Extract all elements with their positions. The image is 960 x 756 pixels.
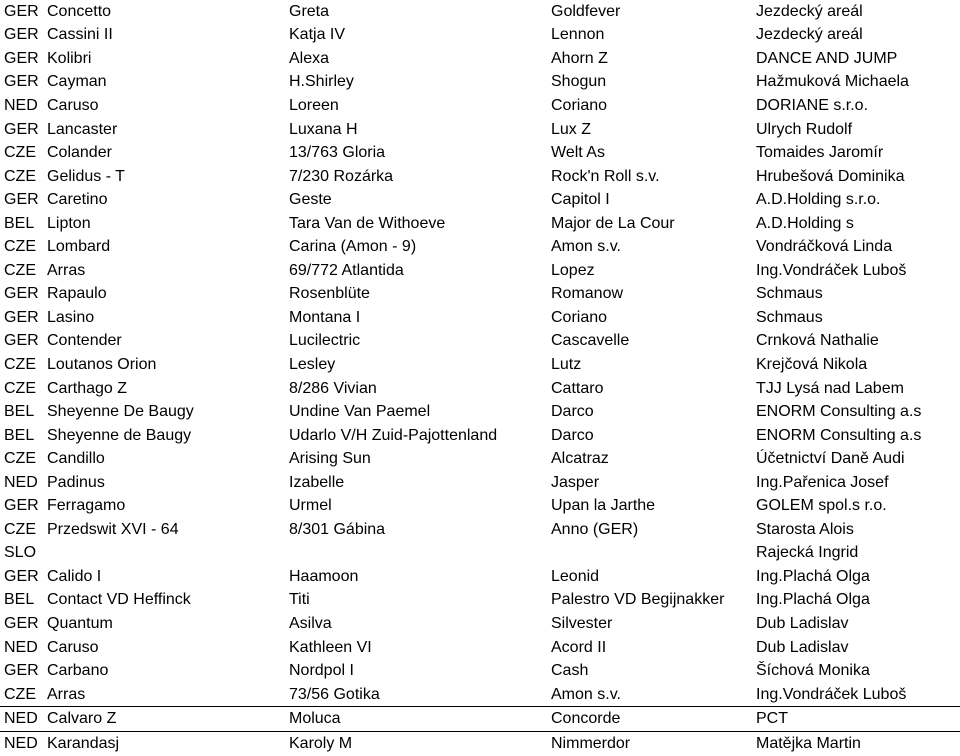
horse-name-cell: Candillo xyxy=(47,450,105,468)
country-cell: SLO xyxy=(4,544,37,562)
country-cell: GER xyxy=(4,662,39,680)
horse-name-cell: Quantum xyxy=(47,614,113,632)
dam-cell: Izabelle xyxy=(289,473,345,491)
horse-name-cell: Arras xyxy=(47,685,86,703)
country-cell: CZE xyxy=(4,379,36,397)
owner-cell: Krejčová Nikola xyxy=(756,355,868,373)
table-row xyxy=(0,565,960,589)
horse-name-cell: Contact VD Heffinck xyxy=(47,591,191,609)
sire-cell: Nimmerdor xyxy=(551,734,631,752)
country-cell: GER xyxy=(4,191,39,209)
owner-cell: Jezdecký areál xyxy=(756,26,863,44)
sire-cell: Amon s.v. xyxy=(551,238,621,256)
country-cell: CZE xyxy=(4,238,36,256)
owner-cell: TJJ Lysá nad Labem xyxy=(756,379,904,397)
horse-name-cell: Carbano xyxy=(47,662,109,680)
sire-cell: Palestro VD Begijnakker xyxy=(551,591,725,609)
country-cell: BEL xyxy=(4,403,35,421)
dam-cell: Kathleen VI xyxy=(289,638,372,656)
sire-cell: Lennon xyxy=(551,26,605,44)
table-row xyxy=(0,447,960,471)
owner-cell: Dub Ladislav xyxy=(756,638,849,656)
horse-name-cell: Rapaulo xyxy=(47,285,107,303)
sire-cell: Lopez xyxy=(551,261,595,279)
owner-cell: Schmaus xyxy=(756,285,823,303)
owner-cell: ENORM Consulting a.s xyxy=(756,426,922,444)
sire-cell: Shogun xyxy=(551,73,607,91)
country-cell: NED xyxy=(0,707,43,732)
country-cell: GER xyxy=(4,614,39,632)
table-row xyxy=(0,212,960,236)
dam-cell: Katja IV xyxy=(289,26,346,44)
table-row xyxy=(0,377,960,401)
country-cell: NED xyxy=(4,473,38,491)
owner-cell: Ing.Vondráček Luboš xyxy=(756,261,907,279)
table-row xyxy=(0,659,960,683)
sire-cell: Romanow xyxy=(551,285,624,303)
dam-cell: Undine Van Paemel xyxy=(289,403,431,421)
sire-cell: Anno (GER) xyxy=(551,520,639,538)
dam-cell: Karoly M xyxy=(289,734,353,752)
table-row xyxy=(0,518,960,542)
table-row xyxy=(0,707,960,732)
country-cell: BEL xyxy=(4,214,35,232)
owner-cell: Jezdecký areál xyxy=(756,2,863,20)
owner-cell: Ing.Plachá Olga xyxy=(756,567,870,585)
table-row xyxy=(0,636,960,660)
dam-cell: Lucilectric xyxy=(289,332,361,350)
sire-cell: Cattaro xyxy=(551,379,604,397)
country-cell: GER xyxy=(4,332,39,350)
dam-cell: Rosenblüte xyxy=(289,285,370,303)
horse-name-cell: Loutanos Orion xyxy=(47,355,157,373)
owner-cell: Starosta Alois xyxy=(756,520,854,538)
owner-cell: Ing.Pařenica Josef xyxy=(756,473,889,491)
table-row xyxy=(0,24,960,48)
owner-cell: A.D.Holding s xyxy=(756,214,854,232)
country-cell: GER xyxy=(4,285,39,303)
dam-cell: Lesley xyxy=(289,355,336,373)
table-row xyxy=(0,283,960,307)
horse-name-cell: Sheyenne De Baugy xyxy=(47,403,194,421)
sire-cell: Coriano xyxy=(551,308,608,326)
owner-cell: PCT xyxy=(752,707,960,732)
dam-cell: Nordpol I xyxy=(289,662,354,680)
horse-name-cell: Ferragamo xyxy=(47,497,126,515)
dam-cell xyxy=(285,542,547,566)
sire-cell: Welt As xyxy=(551,144,605,162)
owner-cell: Ulrych Rudolf xyxy=(756,120,853,138)
dam-cell: Greta xyxy=(289,2,330,20)
country-cell: GER xyxy=(4,49,39,67)
dam-cell: Arising Sun xyxy=(289,450,371,468)
table-row xyxy=(0,0,960,24)
horse-name-cell: Lancaster xyxy=(47,120,118,138)
owner-cell: Crnková Nathalie xyxy=(756,332,879,350)
sire-cell: Darco xyxy=(551,403,594,421)
sire-cell: Cascavelle xyxy=(551,332,630,350)
dam-cell: 13/763 Gloria xyxy=(289,144,386,162)
horse-name-cell: Cassini II xyxy=(47,26,113,44)
dam-cell: Carina (Amon - 9) xyxy=(289,238,417,256)
sire-cell: Cash xyxy=(551,662,589,680)
owner-cell: Tomaides Jaromír xyxy=(756,144,884,162)
owner-cell: A.D.Holding s.r.o. xyxy=(756,191,881,209)
country-cell: GER xyxy=(4,26,39,44)
table-row xyxy=(0,612,960,636)
table-row xyxy=(0,494,960,518)
dam-cell: Luxana H xyxy=(289,120,358,138)
table-row xyxy=(0,353,960,377)
dam-cell: Haamoon xyxy=(289,567,359,585)
horse-name-cell: Arras xyxy=(47,261,86,279)
dam-cell: Loreen xyxy=(289,96,339,114)
sire-cell: Goldfever xyxy=(551,2,621,20)
dam-cell: H.Shirley xyxy=(289,73,354,91)
table-row xyxy=(0,141,960,165)
horse-name-cell xyxy=(43,542,285,566)
horse-name-cell: Caretino xyxy=(47,191,108,209)
table-row xyxy=(0,71,960,95)
country-cell: NED xyxy=(4,734,38,752)
country-cell: BEL xyxy=(4,591,35,609)
sire-cell: Amon s.v. xyxy=(551,685,621,703)
sire-cell: Rock'n Roll s.v. xyxy=(551,167,660,185)
owner-cell: Účetnictví Daně Audi xyxy=(756,450,905,468)
table-row xyxy=(0,47,960,71)
sire-cell: Concorde xyxy=(547,707,752,732)
dam-cell: 7/230 Rozárka xyxy=(289,167,394,185)
dam-cell: Geste xyxy=(289,191,332,209)
table-row xyxy=(0,188,960,212)
sire-cell: Ahorn Z xyxy=(551,49,608,67)
owner-cell: ENORM Consulting a.s xyxy=(756,403,922,421)
table-row xyxy=(0,306,960,330)
sire-cell: Leonid xyxy=(551,567,600,585)
sire-cell: Upan la Jarthe xyxy=(551,497,656,515)
owner-cell: Dub Ladislav xyxy=(756,614,849,632)
dam-cell: Moluca xyxy=(285,707,547,732)
table-row xyxy=(0,731,960,755)
dam-cell: Titi xyxy=(289,591,310,609)
horse-name-cell: Concetto xyxy=(47,2,112,20)
sire-cell xyxy=(547,542,752,566)
owner-cell: Vondráčková Linda xyxy=(756,238,893,256)
dam-cell: Tara Van de Withoeve xyxy=(289,214,446,232)
table-row xyxy=(0,259,960,283)
owner-cell: DANCE AND JUMP xyxy=(756,49,898,67)
horse-name-cell: Colander xyxy=(47,144,112,162)
country-cell: CZE xyxy=(4,450,36,468)
owner-cell: Rajecká Ingrid xyxy=(756,544,859,562)
country-cell: GER xyxy=(4,120,39,138)
table-row xyxy=(0,165,960,189)
dam-cell: 69/772 Atlantida xyxy=(289,261,404,279)
horse-name-cell: Caruso xyxy=(47,96,99,114)
dam-cell: 8/301 Gábina xyxy=(289,520,386,538)
table-row xyxy=(0,330,960,354)
country-cell: CZE xyxy=(4,355,36,373)
country-cell: GER xyxy=(4,2,39,20)
owner-cell: GOLEM spol.s r.o. xyxy=(756,497,887,515)
sire-cell: Major de La Cour xyxy=(551,214,675,232)
table-row xyxy=(0,542,960,566)
country-cell: GER xyxy=(4,567,39,585)
horse-name-cell: Lombard xyxy=(47,238,111,256)
dam-cell: Alexa xyxy=(289,49,330,67)
sire-cell: Lux Z xyxy=(551,120,592,138)
table-row xyxy=(0,471,960,495)
horse-name-cell: Sheyenne de Baugy xyxy=(47,426,192,444)
horse-name-cell: Padinus xyxy=(47,473,105,491)
country-cell: CZE xyxy=(4,520,36,538)
horse-name-cell: Gelidus - T xyxy=(47,167,125,185)
horse-name-cell: Przedswit XVI - 64 xyxy=(47,520,179,538)
sire-cell: Darco xyxy=(551,426,594,444)
owner-cell: Ing.Plachá Olga xyxy=(756,591,870,609)
horse-name-cell: Lipton xyxy=(47,214,91,232)
owner-cell: DORIANE s.r.o. xyxy=(756,96,869,114)
dam-cell: Montana I xyxy=(289,308,361,326)
horse-name-cell: Carthago Z xyxy=(47,379,128,397)
owner-cell: Schmaus xyxy=(756,308,823,326)
country-cell: CZE xyxy=(4,167,36,185)
horse-name-cell: Lasino xyxy=(47,308,95,326)
horse-name-cell: Contender xyxy=(47,332,122,350)
sire-cell: Alcatraz xyxy=(551,450,609,468)
horse-name-cell: Kolibri xyxy=(47,49,92,67)
country-cell: BEL xyxy=(4,426,35,444)
sire-cell: Coriano xyxy=(551,96,608,114)
owner-cell: Hrubešová Dominika xyxy=(756,167,905,185)
country-cell: NED xyxy=(4,638,38,656)
horse-name-cell: Karandasj xyxy=(47,734,120,752)
table-row xyxy=(0,400,960,424)
sire-cell: Capitol I xyxy=(551,191,610,209)
horse-name-cell: Caruso xyxy=(47,638,99,656)
country-cell: CZE xyxy=(4,685,36,703)
sire-cell: Acord II xyxy=(551,638,607,656)
sire-cell: Silvester xyxy=(551,614,613,632)
dam-cell: Urmel xyxy=(289,497,332,515)
dam-cell: 8/286 Vivian xyxy=(289,379,377,397)
owner-cell: Ing.Vondráček Luboš xyxy=(756,685,907,703)
sire-cell: Jasper xyxy=(551,473,600,491)
dam-cell: 73/56 Gotika xyxy=(289,685,380,703)
horse-name-cell: Calido I xyxy=(47,567,102,585)
country-cell: CZE xyxy=(4,144,36,162)
table-row xyxy=(0,683,960,707)
table-row xyxy=(0,235,960,259)
owner-cell: Matějka Martin xyxy=(756,734,861,752)
sire-cell: Lutz xyxy=(551,355,582,373)
table-row xyxy=(0,94,960,118)
country-cell: GER xyxy=(4,497,39,515)
table-row xyxy=(0,424,960,448)
country-cell: CZE xyxy=(4,261,36,279)
owner-cell: Šíchová Monika xyxy=(756,662,870,680)
dam-cell: Udarlo V/H Zuid-Pajottenland xyxy=(289,426,498,444)
country-cell: NED xyxy=(4,96,38,114)
table-row xyxy=(0,589,960,613)
country-cell: GER xyxy=(4,73,39,91)
country-cell: GER xyxy=(4,308,39,326)
dam-cell: Asilva xyxy=(289,614,332,632)
horse-name-cell: Cayman xyxy=(47,73,107,91)
owner-cell: Hažmuková Michaela xyxy=(756,73,909,91)
table-row xyxy=(0,118,960,142)
horse-name-cell: Calvaro Z xyxy=(43,707,285,732)
